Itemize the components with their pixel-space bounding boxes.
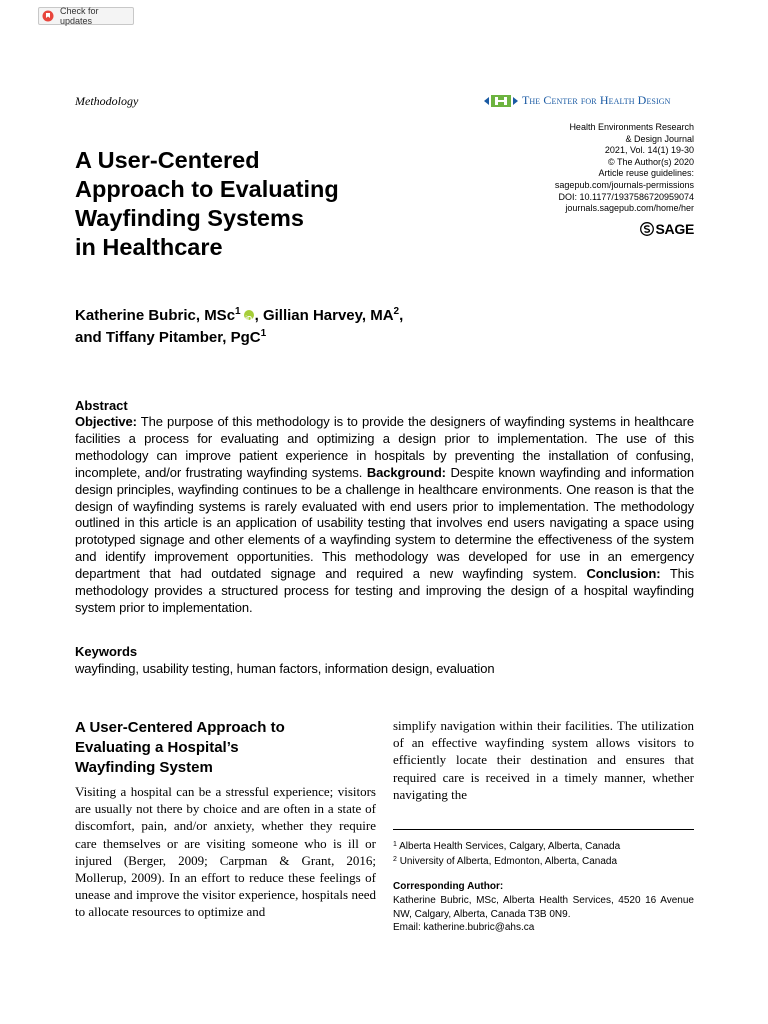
objective-text: The purpose of this methodology is to provide the designers of wayfinding systems in healthcare facilities a process for evaluating and optimizing a design prior to implementation. The use of this methodology can improve patient experience in hospitals by preventing the installation of confusing, incomplete, and/or frustrating wayfinding systems. xyxy=(75,414,694,480)
conclusion-label: Conclusion: xyxy=(586,566,661,582)
health-design-logo-icon xyxy=(484,94,518,108)
footnote-divider xyxy=(393,829,694,830)
section-heading xyxy=(75,718,375,778)
journal-info xyxy=(494,122,694,215)
body-text-right-column: simplify navigation within their facilities. The utilization of an effective wayfinding system allows visitors to efficiently locate their destination and ensures that required care is received in a timely manner, whether navigating the xyxy=(393,718,694,802)
abstract-text xyxy=(75,414,694,617)
author-separator: , xyxy=(399,307,404,324)
center-for-health-design-logo xyxy=(484,93,671,108)
affiliation-item: $^1$ Alberta Health Services, Calgary, Alberta, Canada xyxy=(393,841,621,852)
keywords-heading: Keywords xyxy=(75,644,138,659)
conclusion-text: This methodology provides a structured process for testing and improving the design of a hospital wayfinding system prior to implementation. xyxy=(75,566,695,615)
affiliation-item: $^2$ University of Alberta, Edmonton, Alberta, Canada xyxy=(393,856,618,867)
author-name: Katherine Bubric, MSc xyxy=(75,307,236,324)
affiliation-mark: 1 xyxy=(260,328,267,339)
affiliation-mark: 1 xyxy=(235,306,241,317)
journal-line: & Design Journal xyxy=(625,133,694,144)
check-for-updates-label: Check for updates xyxy=(60,6,99,26)
sage-s-icon xyxy=(640,222,654,236)
objective-label: Objective: xyxy=(75,414,137,429)
section-heading-line: Evaluating a Hospital’s xyxy=(75,739,239,756)
author-name: , Gillian Harvey, MA xyxy=(254,307,394,324)
doi-link[interactable]: DOI: 10.1177/1937586720959074 xyxy=(558,191,694,202)
affiliations xyxy=(393,839,694,869)
background-text: Despite known wayfinding and information design principles, wayfinding continues to be a challenge in healthcare environments. One reason is that the design of wayfinding systems is rarely evaluated with end users prior to implementation. The methodology outlined in this article is an application of usability testing that involves end users navigating a space using prototyped signage and other elements of a wayfinding system to determine the effectiveness of the system and identify improvement opportunities. This methodology was developed for use in an emergency department that had outdated signage and required a new wayfinding system. xyxy=(75,464,694,582)
affiliation-mark: 2 xyxy=(393,306,400,317)
reuse-link[interactable]: sagepub.com/journals-permissions xyxy=(554,179,694,190)
keywords-text: wayfinding, usability testing, human factors, information design, evaluation xyxy=(75,661,495,676)
corresponding-author-heading: Corresponding Author: xyxy=(393,881,504,892)
sage-logo-text: SAGE xyxy=(655,221,694,237)
section-heading-line: Wayfinding System xyxy=(75,759,213,776)
background-label: Background: xyxy=(366,464,446,480)
title-line: in Healthcare xyxy=(75,234,223,260)
corresponding-author-address: Katherine Bubric, MSc, Alberta Health Services, 4520 16 Avenue NW, Calgary, Alberta, Canada T3B 0N9. xyxy=(393,895,694,920)
crossmark-icon xyxy=(42,10,54,22)
article-type: Methodology xyxy=(75,94,139,108)
sage-logo xyxy=(640,221,694,237)
title-line: A User-Centered xyxy=(75,147,260,173)
corresponding-author-details xyxy=(393,894,694,935)
journal-line: Health Environments Research xyxy=(569,122,694,132)
author-list xyxy=(75,305,525,349)
article-title xyxy=(75,146,405,262)
journal-line: 2021, Vol. 14(1) 19-30 xyxy=(604,145,694,156)
orcid-icon[interactable]: iD xyxy=(244,310,254,320)
body-text-left-column: Visiting a hospital can be a stressful experience; visitors are usually not there by choice and are often in a state of discomfort, pain, and/or anxiety, whether they require care themselves or are visiting someone who is ill or injured (Berger, 2009; Carpman & Grant, 2016; Mollerup, 2009). In an effort to reduce these feelings of unease and improve the visitor experience, hospitals need to allocate resources to optimize and xyxy=(75,784,376,920)
logo-text: The Center for Health Design xyxy=(522,93,671,107)
title-line: Wayfinding Systems xyxy=(75,205,304,231)
author-name: and Tiffany Pitamber, PgC xyxy=(75,329,261,346)
journal-line: © The Author(s) 2020 xyxy=(607,156,694,167)
journal-homepage-link[interactable]: journals.sagepub.com/home/her xyxy=(565,203,694,214)
section-heading-line: A User-Centered Approach to xyxy=(75,719,285,736)
title-line: Approach to Evaluating xyxy=(75,176,339,202)
journal-line: Article reuse guidelines: xyxy=(598,168,694,179)
abstract-heading: Abstract xyxy=(75,398,128,413)
check-for-updates-button[interactable] xyxy=(38,7,134,25)
corresponding-author-email[interactable]: Email: katherine.bubric@ahs.ca xyxy=(393,922,535,933)
